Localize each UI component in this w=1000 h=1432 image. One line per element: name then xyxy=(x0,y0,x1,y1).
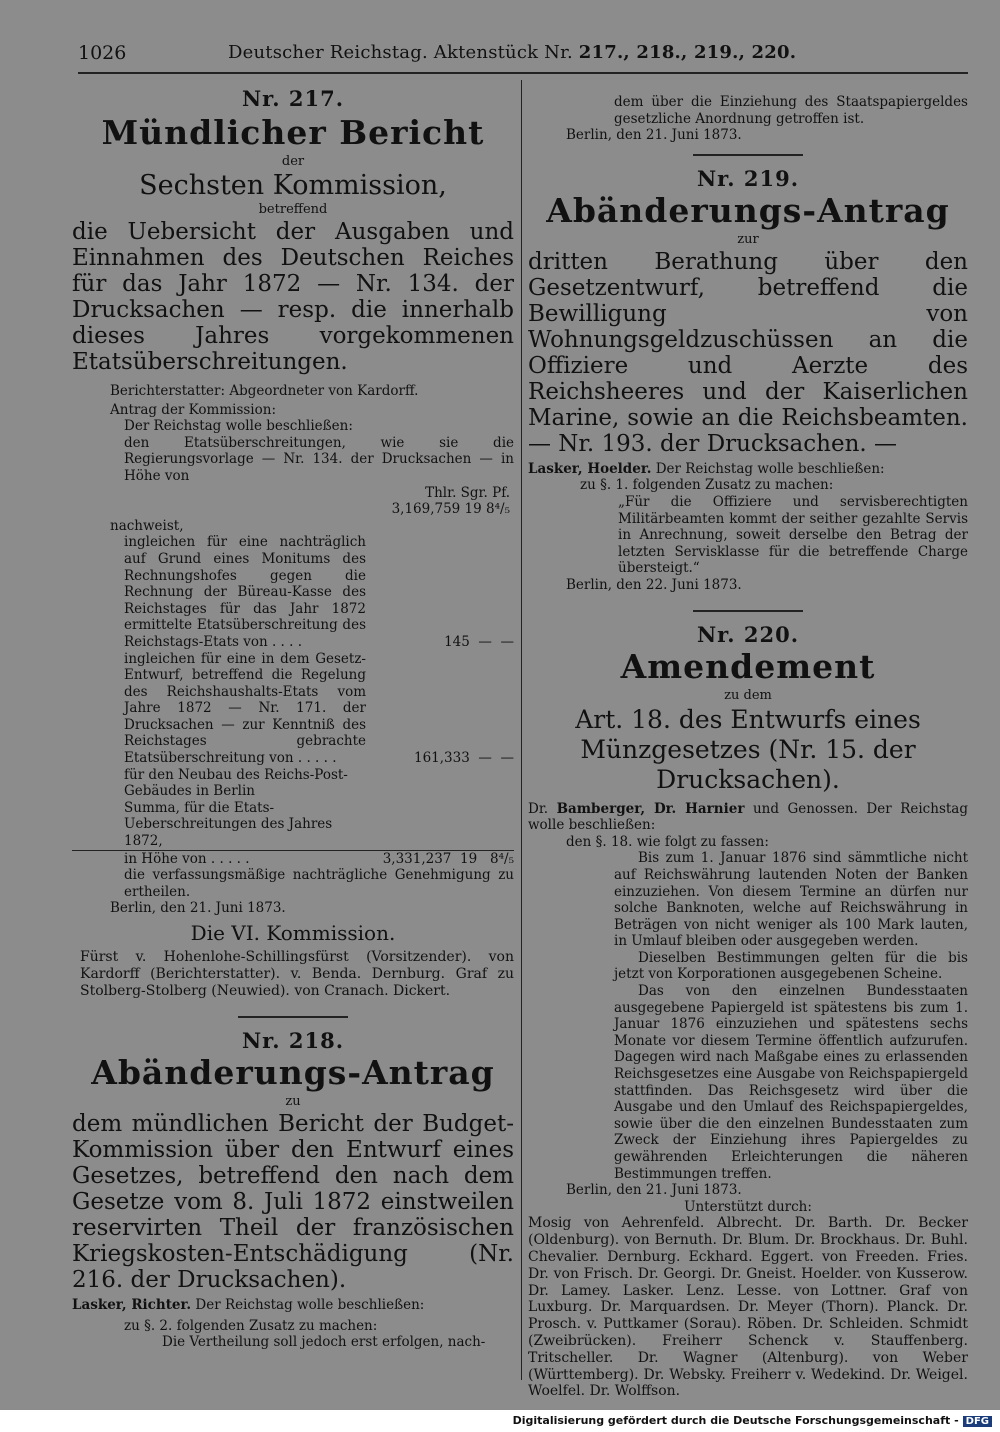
nr218-motion-text: Die Vertheilung soll jedoch erst erfolgen, nach- xyxy=(162,1334,486,1351)
nr220-movers-suffix: und Genossen. Der Reichstag wolle beschließen: xyxy=(528,800,968,834)
nr220-motion xyxy=(528,801,968,834)
nr219-subject: dritten Berathung über den Gesetzentwurf, betreffend die Bewilligung von Wohnungsgeldzuschüssen an die Offiziere und Aerzte des Reichsheeres und der Kaiserlichen Marine, sowie an die Reichsbeamten. — Nr. 193. der Drucksachen. — xyxy=(528,248,968,457)
nr218-motion-para: zu §. 2. folgenden Zusatz zu machen: xyxy=(124,1317,378,1334)
nr220-para-1: Bis zum 1. Januar 1876 sind sämmtliche nicht auf Reichswährung lautenden Noten der Banken einzuziehen. Von diesem Termine an dürfen nur solche Banknoten, welche auf Reichswährung in Beträgen von nicht weniger als 100 Mark lauten, in Umlauf bleiben oder ausgegeben werden. xyxy=(614,850,968,950)
credit-text: Digitalisierung gefördert durch die Deutsche Forschungsgemeinschaft - xyxy=(512,1414,959,1427)
nr217-total-row xyxy=(72,850,514,868)
nr218-movers: Lasker, Richter. xyxy=(72,1297,192,1313)
nr218-zu: zu xyxy=(285,1094,301,1109)
nr217-item-3 xyxy=(72,651,514,767)
dfg-logo: DFG xyxy=(963,1416,992,1427)
header-document-numbers: 217., 218., 219., 220. xyxy=(578,42,797,63)
separator-rule xyxy=(238,1016,348,1018)
nr217-motion-text: den Etatsüberschreitungen, wie sie die Regierungsvorlage — Nr. 134. der Drucksachen — in Höhe von xyxy=(124,434,514,484)
nr217-date: Berlin, den 21. Juni 1873. xyxy=(110,900,286,917)
nr218-number: Nr. 218. xyxy=(241,1028,345,1053)
nr217-commission: Sechsten Kommission, xyxy=(139,170,447,201)
nr217-members: Fürst v. Hohenlohe-Schillingsfürst (Vorsitzender). von Kardorff (Berichterstatter). v. Benda. Dernburg. Graf zu Stolberg-Stolberg (Neuwied). von Cranach. Dickert. xyxy=(80,949,514,999)
nr219-motion xyxy=(528,461,968,478)
nr217-der: der xyxy=(281,154,305,169)
nr218-subject: dem mündlichen Bericht der Budget-Kommission über den Entwurf eines Gesetzes, betreffend den nach dem Gesetze vom 8. Juli 1872 einstweilen reservirten Theil der französischen Kriegskosten-Entschädigung (Nr. 216. der Drucksachen). xyxy=(72,1111,514,1293)
nr217-motion-intro: Antrag der Kommission: xyxy=(110,401,276,418)
nr217-heading: Mündlicher Bericht xyxy=(101,113,485,152)
header-title: Deutscher Reichstag. Aktenstück Nr. 217., 218., 219., 220. xyxy=(228,42,797,63)
nr218-continuation: dem über die Einziehung des Staatspapiergeldes gesetzliche Anordnung getroffen ist. xyxy=(614,94,968,127)
nr217-approval: die verfassungsmäßige nachträgliche Genehmigung zu ertheilen. xyxy=(124,867,514,900)
nr217-reporter: Berichterstatter: Abgeordneter von Kardorff. xyxy=(110,383,419,399)
separator-rule xyxy=(693,610,803,612)
column-divider xyxy=(521,80,522,1380)
nr217-item-3-text: ingleichen für eine in dem Gesetz-Entwurf, betreffend die Regelung des Reichshaushalts-Etats vom Jahre 1872 — Nr. 171. der Drucksachen — zur Kenntniß des Reichstages gebrachte Etatsüberschreitung von . . . . . xyxy=(124,650,366,767)
nr217-amount-3: 161,333 — — xyxy=(414,750,514,767)
nr219-motion-text: „Für die Offiziere und servisberechtigten Militärbeamten kommt der seither gezahlte Servis in Anrechnung, soweit derselbe den Betrag der letzten Servisklasse für die betreffende Charge übersteigt.“ xyxy=(618,493,968,577)
nr219-motion-line: Der Reichstag wolle beschließen: xyxy=(655,460,885,477)
nr217-betreffend: betreffend xyxy=(258,202,328,217)
digitization-credit xyxy=(513,1414,992,1427)
nr220-supporters: Mosig von Aehrenfeld. Albrecht. Dr. Barth. Dr. Becker (Oldenburg). von Bernuth. Dr. Blum. Dr. Brockhaus. Dr. Buhl. Chevalier. Dernburg. Eckhard. Eggert. von Freeden. Fries. Dr. von Frisch. Dr. Georgi. Dr. Gneist. Hoelder. von Kusserow. Dr. Lamey. Lasker. Lenz. Lesse. von Lottner. Graf von Luxburg. Dr. Marquardsen. Dr. Meyer (Thorn). Planck. Dr. Prosch. v. Puttkamer (Sorau). Röben. Dr. Schleiden. Schmidt (Zweibrücken). Freiherr Schenck v. Stauffenberg. Tritscheller. Dr. Wagner (Altenburg). von Weber (Württemberg). Dr. Websky. Freiherr v. Wedekind. Dr. Weigel. Woelfel. Dr. Wolffson. xyxy=(528,1215,968,1400)
nr219-zur: zur xyxy=(737,231,759,247)
nr219-date: Berlin, den 22. Juni 1873. xyxy=(566,576,742,593)
nr220-supported-by: Unterstützt durch: xyxy=(684,1198,812,1215)
nr217-subject: die Uebersicht der Ausgaben und Einnahmen des Deutschen Reiches für das Jahr 1872 — Nr. 134. der Drucksachen — resp. die innerhalb dieses Jahres vorgekommenen Etatsüberschreitungen. xyxy=(72,219,514,375)
running-header xyxy=(78,42,968,72)
nr217-signature-title: Die VI. Kommission. xyxy=(190,921,396,945)
nr217-motion-line: Der Reichstag wolle beschließen: xyxy=(124,418,353,435)
nr218-date: Berlin, den 21. Juni 1873. xyxy=(566,127,742,144)
nr217-amount-2: 145 — — xyxy=(444,633,514,650)
nr219-motion-para: zu §. 1. folgenden Zusatz zu machen: xyxy=(580,477,834,494)
nr217-currency-header: Thlr. Sgr. Pf. xyxy=(425,484,510,501)
nr217-item-2-text: ingleichen für eine nachträglich auf Grund eines Monitums des Rechnungshofes gegen die Rechnung der Büreau-Kasse des Reichstages für das Jahr 1872 ermittelte Etatsüberschreitung des Reichstags-Etats von . . . . xyxy=(124,534,366,650)
nr219-movers: Lasker, Hoelder. xyxy=(528,460,652,477)
nr217-summa: Summa, für die Etats-Ueberschreitungen des Jahres 1872, xyxy=(124,799,333,850)
header-rule xyxy=(78,72,968,74)
left-column xyxy=(72,86,514,1351)
nr217-number: Nr. 217. xyxy=(241,86,345,111)
nr217-item-4: für den Neubau des Reichs-Post-Gebäudes in Berlin xyxy=(124,766,348,800)
nr217-nachweist: nachweist, xyxy=(110,517,184,534)
nr220-para-3: Das von den einzelnen Bundesstaaten ausgegebene Papiergeld ist spätestens bis zum 1. Januar 1876 einzuziehen und spätestens sechs Monate vor diesem Termine öffentlich aufzurufen. Dagegen wird nach Maßgabe eines zu erlassenden Reichsgesetzes eine Ausgabe von Reichspapiergeld stattfinden. Das Reichsgesetz wird über die Ausgabe und den Umlauf des Reichspapiergeldes, sowie über die den einzelnen Bundesstaaten zum Zweck der Einziehung ihres Papiergeldes zu gewährenden Erleichterungen die näheren Bestimmungen treffen. xyxy=(614,983,968,1182)
nr218-motion xyxy=(72,1297,514,1314)
nr220-zu-dem: zu dem xyxy=(724,687,772,703)
nr217-item-2 xyxy=(72,534,514,650)
nr219-heading: Abänderungs-Antrag xyxy=(546,190,950,230)
nr220-para-2: Dieselben Bestimmungen gelten für die bis jetzt von Korporationen ausgegebenen Scheine. xyxy=(614,949,968,983)
page-number: 1026 xyxy=(78,42,127,64)
nr220-date: Berlin, den 21. Juni 1873. xyxy=(566,1182,742,1199)
nr218-motion-line: Der Reichstag wolle beschließen: xyxy=(195,1297,425,1313)
nr217-amount-total: 3,331,237 19 8⁴/₅ xyxy=(382,850,514,867)
nr218-heading: Abänderungs-Antrag xyxy=(91,1053,495,1092)
nr220-movers: Bamberger, Dr. Harnier xyxy=(556,800,745,817)
nr220-movers-prefix: Dr. xyxy=(528,800,549,817)
nr217-amount-1: 3,169,759 19 8⁴/₅ xyxy=(391,501,510,518)
nr220-number: Nr. 220. xyxy=(696,621,800,647)
separator-rule xyxy=(693,154,803,156)
right-column xyxy=(528,94,968,1400)
nr220-heading: Amendement xyxy=(620,646,876,686)
nr217-in-hoehe: in Höhe von . . . . . xyxy=(124,850,250,867)
nr220-motion-para: den §. 18. wie folgt zu fassen: xyxy=(566,833,769,850)
nr219-number: Nr. 219. xyxy=(696,165,800,191)
nr220-subject: Art. 18. des Entwurfs eines Münzgesetzes (Nr. 15. der Drucksachen). xyxy=(575,704,921,794)
